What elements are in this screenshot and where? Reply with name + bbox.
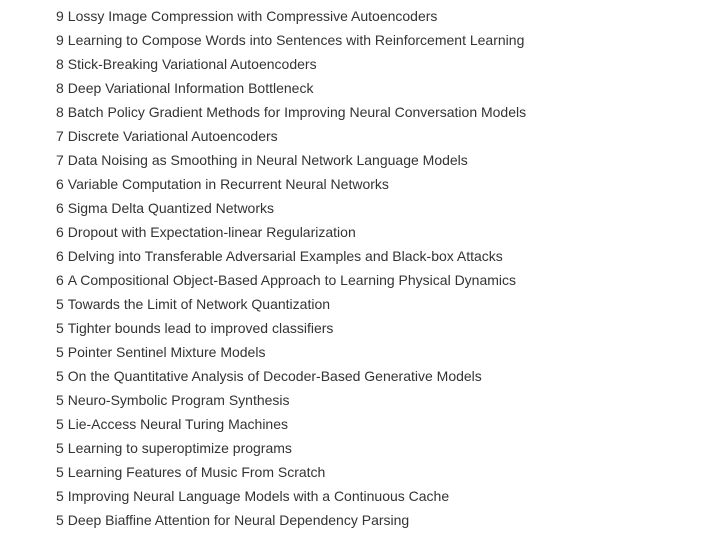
- paper-title: A Compositional Object-Based Approach to Learning Physical Dynamics: [67, 272, 517, 288]
- paper-title: Learning Features of Music From Scratch: [67, 464, 326, 480]
- paper-title: Discrete Variational Autoencoders: [67, 128, 278, 144]
- paper-title: Towards the Limit of Network Quantization: [67, 296, 331, 312]
- paper-count: 6: [56, 248, 64, 264]
- list-item: [56, 484, 526, 508]
- paper-title: Sigma Delta Quantized Networks: [67, 200, 274, 216]
- paper-count: 9: [56, 32, 64, 48]
- paper-count: 8: [56, 104, 64, 120]
- list-item: [56, 244, 526, 268]
- paper-title: Learning to superoptimize programs: [67, 440, 292, 456]
- paper-title: Pointer Sentinel Mixture Models: [67, 344, 266, 360]
- paper-title: Deep Variational Information Bottleneck: [67, 80, 314, 96]
- paper-title: On the Quantitative Analysis of Decoder-Based Generative Models: [67, 368, 482, 384]
- paper-count: 5: [56, 416, 64, 432]
- paper-count: 5: [56, 320, 64, 336]
- list-item: [56, 340, 526, 364]
- paper-title: Learning to Compose Words into Sentences with Reinforcement Learning: [67, 32, 525, 48]
- paper-count: 8: [56, 56, 64, 72]
- list-item: [56, 172, 526, 196]
- list-item: [56, 364, 526, 388]
- paper-count: 6: [56, 224, 64, 240]
- list-item: [56, 316, 526, 340]
- list-item: [56, 4, 526, 28]
- list-item: [56, 268, 526, 292]
- paper-title: Stick-Breaking Variational Autoencoders: [67, 56, 317, 72]
- paper-title: Lossy Image Compression with Compressive Autoencoders: [67, 8, 438, 24]
- list-item: [56, 28, 526, 52]
- paper-count: 9: [56, 8, 64, 24]
- paper-list: [56, 4, 526, 532]
- list-item: [56, 124, 526, 148]
- paper-count: 5: [56, 344, 64, 360]
- paper-title: Variable Computation in Recurrent Neural Networks: [67, 176, 389, 192]
- paper-title: Tighter bounds lead to improved classifiers: [67, 320, 334, 336]
- list-item: [56, 196, 526, 220]
- list-item: [56, 436, 526, 460]
- list-item: [56, 412, 526, 436]
- list-item: [56, 508, 526, 532]
- paper-count: 5: [56, 440, 64, 456]
- paper-count: 5: [56, 488, 64, 504]
- paper-title: Delving into Transferable Adversarial Examples and Black-box Attacks: [67, 248, 503, 264]
- paper-title: Improving Neural Language Models with a Continuous Cache: [67, 488, 450, 504]
- paper-title: Lie-Access Neural Turing Machines: [67, 416, 289, 432]
- list-item: [56, 220, 526, 244]
- paper-count: 6: [56, 176, 64, 192]
- paper-count: 6: [56, 200, 64, 216]
- list-item: [56, 148, 526, 172]
- list-item: [56, 292, 526, 316]
- paper-title: Batch Policy Gradient Methods for Improving Neural Conversation Models: [67, 104, 527, 120]
- paper-count: 5: [56, 392, 64, 408]
- paper-count: 5: [56, 512, 64, 528]
- list-item: [56, 388, 526, 412]
- paper-count: 7: [56, 128, 64, 144]
- paper-title: Neuro-Symbolic Program Synthesis: [67, 392, 290, 408]
- paper-count: 5: [56, 464, 64, 480]
- paper-count: 6: [56, 272, 64, 288]
- list-item: [56, 52, 526, 76]
- list-item: [56, 100, 526, 124]
- paper-title: Data Noising as Smoothing in Neural Network Language Models: [67, 152, 468, 168]
- paper-title: Deep Biaffine Attention for Neural Dependency Parsing: [67, 512, 410, 528]
- paper-title: Dropout with Expectation-linear Regularization: [67, 224, 356, 240]
- paper-count: 8: [56, 80, 64, 96]
- paper-count: 5: [56, 368, 64, 384]
- list-item: [56, 460, 526, 484]
- paper-count: 7: [56, 152, 64, 168]
- list-item: [56, 76, 526, 100]
- paper-count: 5: [56, 296, 64, 312]
